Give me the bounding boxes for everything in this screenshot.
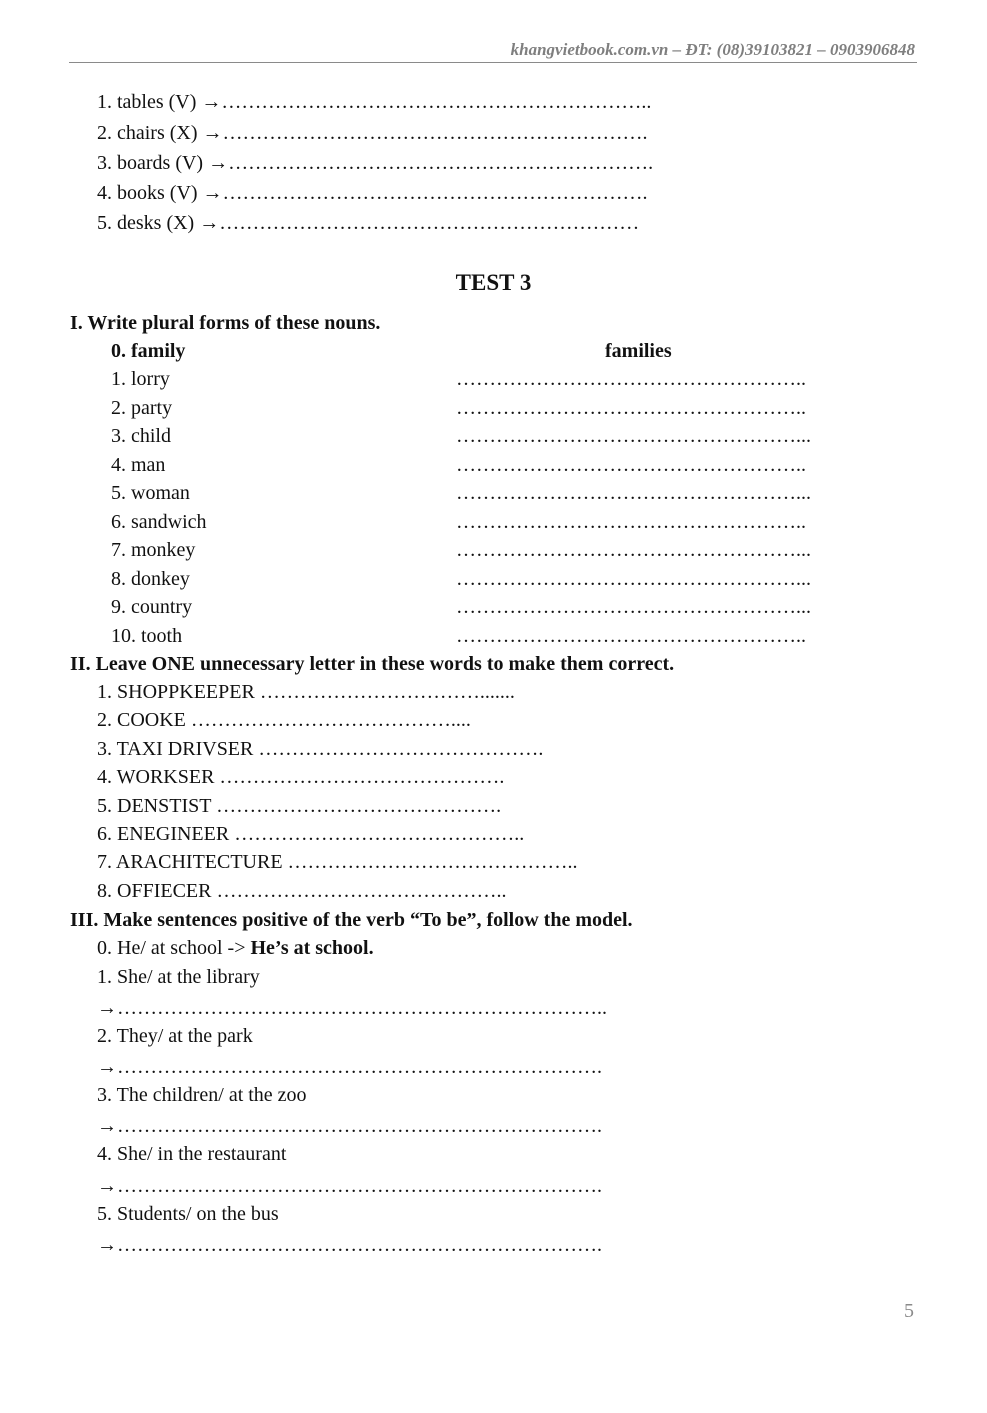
sentence-prompt: 3. The children/ at the zoo xyxy=(97,1084,307,1106)
noun-item: 10. tooth xyxy=(111,624,183,647)
prev-item: 1. tables (V) →……………………………………………………….. xyxy=(97,91,652,113)
example-word: 0. family xyxy=(111,340,186,362)
word-item: 4. WORKSER ……………………………………. xyxy=(97,766,505,789)
example-answer: families xyxy=(605,340,672,362)
word-item: 3. TAXI DRIVSER ……………………………………. xyxy=(97,737,544,760)
test-title: TEST 3 xyxy=(455,270,532,295)
noun-item: 7. monkey xyxy=(111,539,196,561)
noun-item: 3. child xyxy=(111,425,171,447)
sentence-prompt: 4. She/ in the restaurant xyxy=(97,1143,287,1165)
example-sentence: 0. He/ at school -> He’s at school. xyxy=(97,937,374,959)
noun-item: 5. woman xyxy=(111,482,190,504)
noun-item: 2. party xyxy=(111,396,173,419)
answer-blank: ……………………………………………... xyxy=(456,596,811,618)
answer-line: →……………………………………………………………….. xyxy=(97,997,607,1019)
section-2-heading: II. Leave ONE unnecessary letter in these words to make them correct. xyxy=(70,653,675,675)
answer-blank: …………………………………………….. xyxy=(456,624,806,647)
answer-line: →………………………………………………………………. xyxy=(97,1234,602,1256)
answer-blank: …………………………………………….. xyxy=(456,453,806,476)
answer-blank: …………………………………………….. xyxy=(456,368,806,390)
section-1-heading: I. Write plural forms of these nouns. xyxy=(70,312,381,334)
answer-line: →………………………………………………………………. xyxy=(97,1056,602,1078)
word-item: 2. COOKE ………………………………….... xyxy=(97,709,471,732)
noun-item: 8. donkey xyxy=(111,567,190,590)
answer-line: →………………………………………………………………. xyxy=(97,1175,602,1197)
noun-item: 9. country xyxy=(111,596,193,618)
answer-blank: ……………………………………………... xyxy=(456,425,811,447)
prev-item: 2. chairs (X) →………………………………………………………. xyxy=(97,122,648,144)
prev-item: 5. desks (X) →……………………………………………………… xyxy=(97,212,640,234)
word-item: 6. ENEGINEER …………………………………….. xyxy=(97,823,525,845)
answer-blank: ……………………………………………... xyxy=(456,539,811,561)
noun-item: 6. sandwich xyxy=(111,510,207,533)
sentence-prompt: 2. They/ at the park xyxy=(97,1025,253,1047)
word-item: 1. SHOPPKEEPER ……………………………....... xyxy=(97,681,515,703)
page-header: khangvietbook.com.vn – ĐT: (08)39103821 – 0903906848 xyxy=(510,40,915,59)
word-item: 8. OFFIECER …………………………………….. xyxy=(97,879,507,902)
answer-blank: …………………………………………….. xyxy=(456,396,806,419)
header-rule xyxy=(69,62,917,63)
answer-blank: ……………………………………………... xyxy=(456,482,811,504)
answer-blank: ……………………………………………... xyxy=(456,567,811,590)
prev-item: 4. books (V) →………………………………………………………. xyxy=(97,182,648,204)
sentence-prompt: 1. She/ at the library xyxy=(97,966,260,988)
word-item: 5. DENSTIST ……………………………………. xyxy=(97,794,502,817)
section-3-heading: III. Make sentences positive of the verb “To be”, follow the model. xyxy=(70,909,633,931)
noun-item: 4. man xyxy=(111,453,166,476)
prev-item: 3. boards (V) →………………………………………………………. xyxy=(97,152,654,174)
answer-line: →………………………………………………………………. xyxy=(97,1115,602,1137)
page-number: 5 xyxy=(904,1300,914,1322)
word-item: 7. ARACHITECTURE …………………………………….. xyxy=(97,851,578,874)
answer-blank: …………………………………………….. xyxy=(456,510,806,533)
noun-item: 1. lorry xyxy=(111,368,170,390)
sentence-prompt: 5. Students/ on the bus xyxy=(97,1203,279,1225)
